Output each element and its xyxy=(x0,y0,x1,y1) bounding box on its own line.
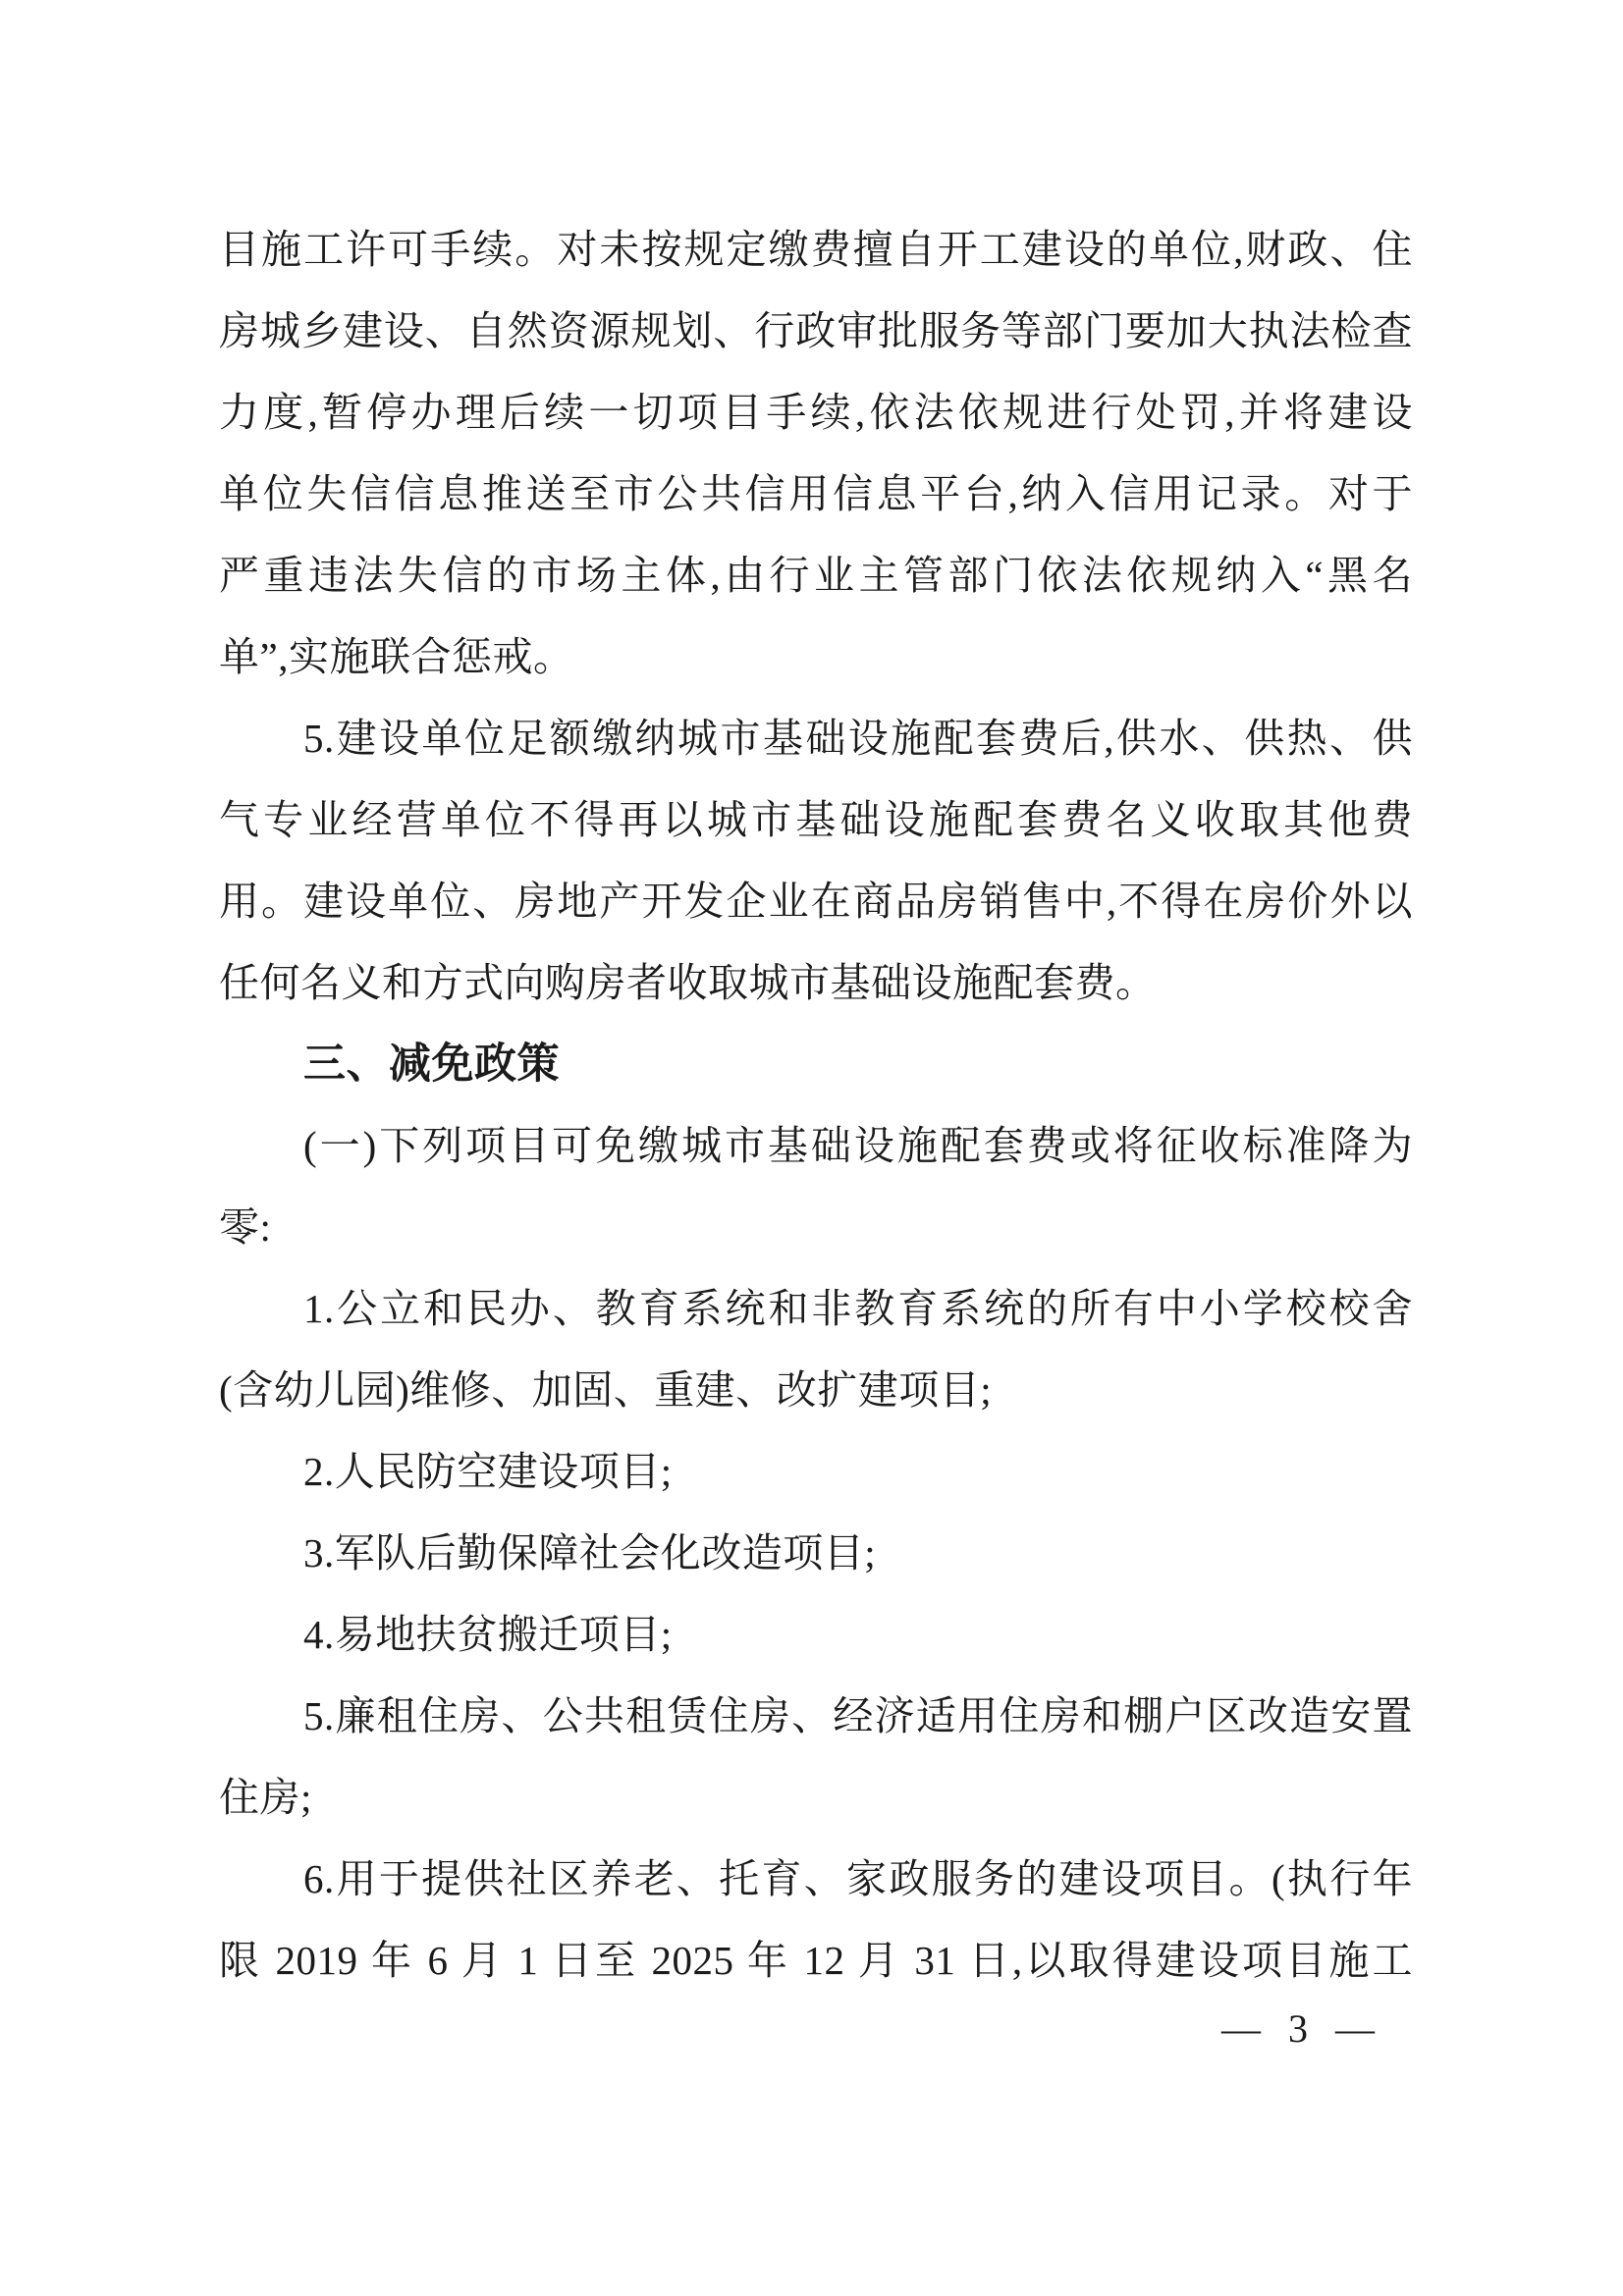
text-line: 5.廉租住房、公共租赁住房、经济适用住房和棚户区改造安置 xyxy=(303,1693,1413,1738)
page-number: — 3 — xyxy=(1221,2006,1375,2051)
section-heading: 三、减免政策 xyxy=(303,1041,560,1088)
text-line: (含幼儿园)维修、加固、重建、改扩建项目; xyxy=(219,1367,993,1413)
text-line: 3.军队后勤保障社会化改造项目; xyxy=(303,1530,877,1575)
text-line: 5.建设单位足额缴纳城市基础设施配套费后,供水、供热、供 xyxy=(303,716,1413,761)
text-line: 单”,实施联合惩戒。 xyxy=(219,634,574,679)
text-line: 1.公立和民办、教育系统和非教育系统的所有中小学校校舍 xyxy=(303,1286,1413,1331)
text-line: 用。建设单位、房地产开发企业在商品房销售中,不得在房价外以 xyxy=(219,879,1413,924)
text-line: 4.易地扶贫搬迁项目; xyxy=(303,1612,673,1657)
text-line: 任何名义和方式向购房者收取城市基础设施配套费。 xyxy=(219,960,1157,1005)
text-line: 2.人民防空建设项目; xyxy=(303,1449,673,1494)
text-line: 6.用于提供社区养老、托育、家政服务的建设项目。(执行年 xyxy=(303,1856,1413,1901)
text-line: 单位失信信息推送至市公共信用信息平台,纳入信用记录。对于 xyxy=(219,471,1413,516)
text-line: 气专业经营单位不得再以城市基础设施配套费名义收取其他费 xyxy=(219,797,1413,842)
body-text-block xyxy=(219,209,1413,2002)
text-line: 零: xyxy=(219,1204,272,1250)
text-line: 力度,暂停办理后续一切项目手续,依法依规进行处罚,并将建设 xyxy=(219,390,1413,435)
text-line: (一)下列项目可免缴城市基础设施配套费或将征收标准降为 xyxy=(303,1123,1413,1168)
text-line: 住房; xyxy=(219,1775,312,1820)
text-line: 房城乡建设、自然资源规划、行政审批服务等部门要加大执法检查 xyxy=(219,308,1413,353)
text-line: 限 2019 年 6 月 1 日至 2025 年 12 月 31 日,以取得建设项目施工 xyxy=(219,1938,1413,1983)
text-line: 目施工许可手续。对未按规定缴费擅自开工建设的单位,财政、住 xyxy=(219,227,1413,272)
text-line: 严重违法失信的市场主体,由行业主管部门依法依规纳入“黑名 xyxy=(219,553,1413,598)
